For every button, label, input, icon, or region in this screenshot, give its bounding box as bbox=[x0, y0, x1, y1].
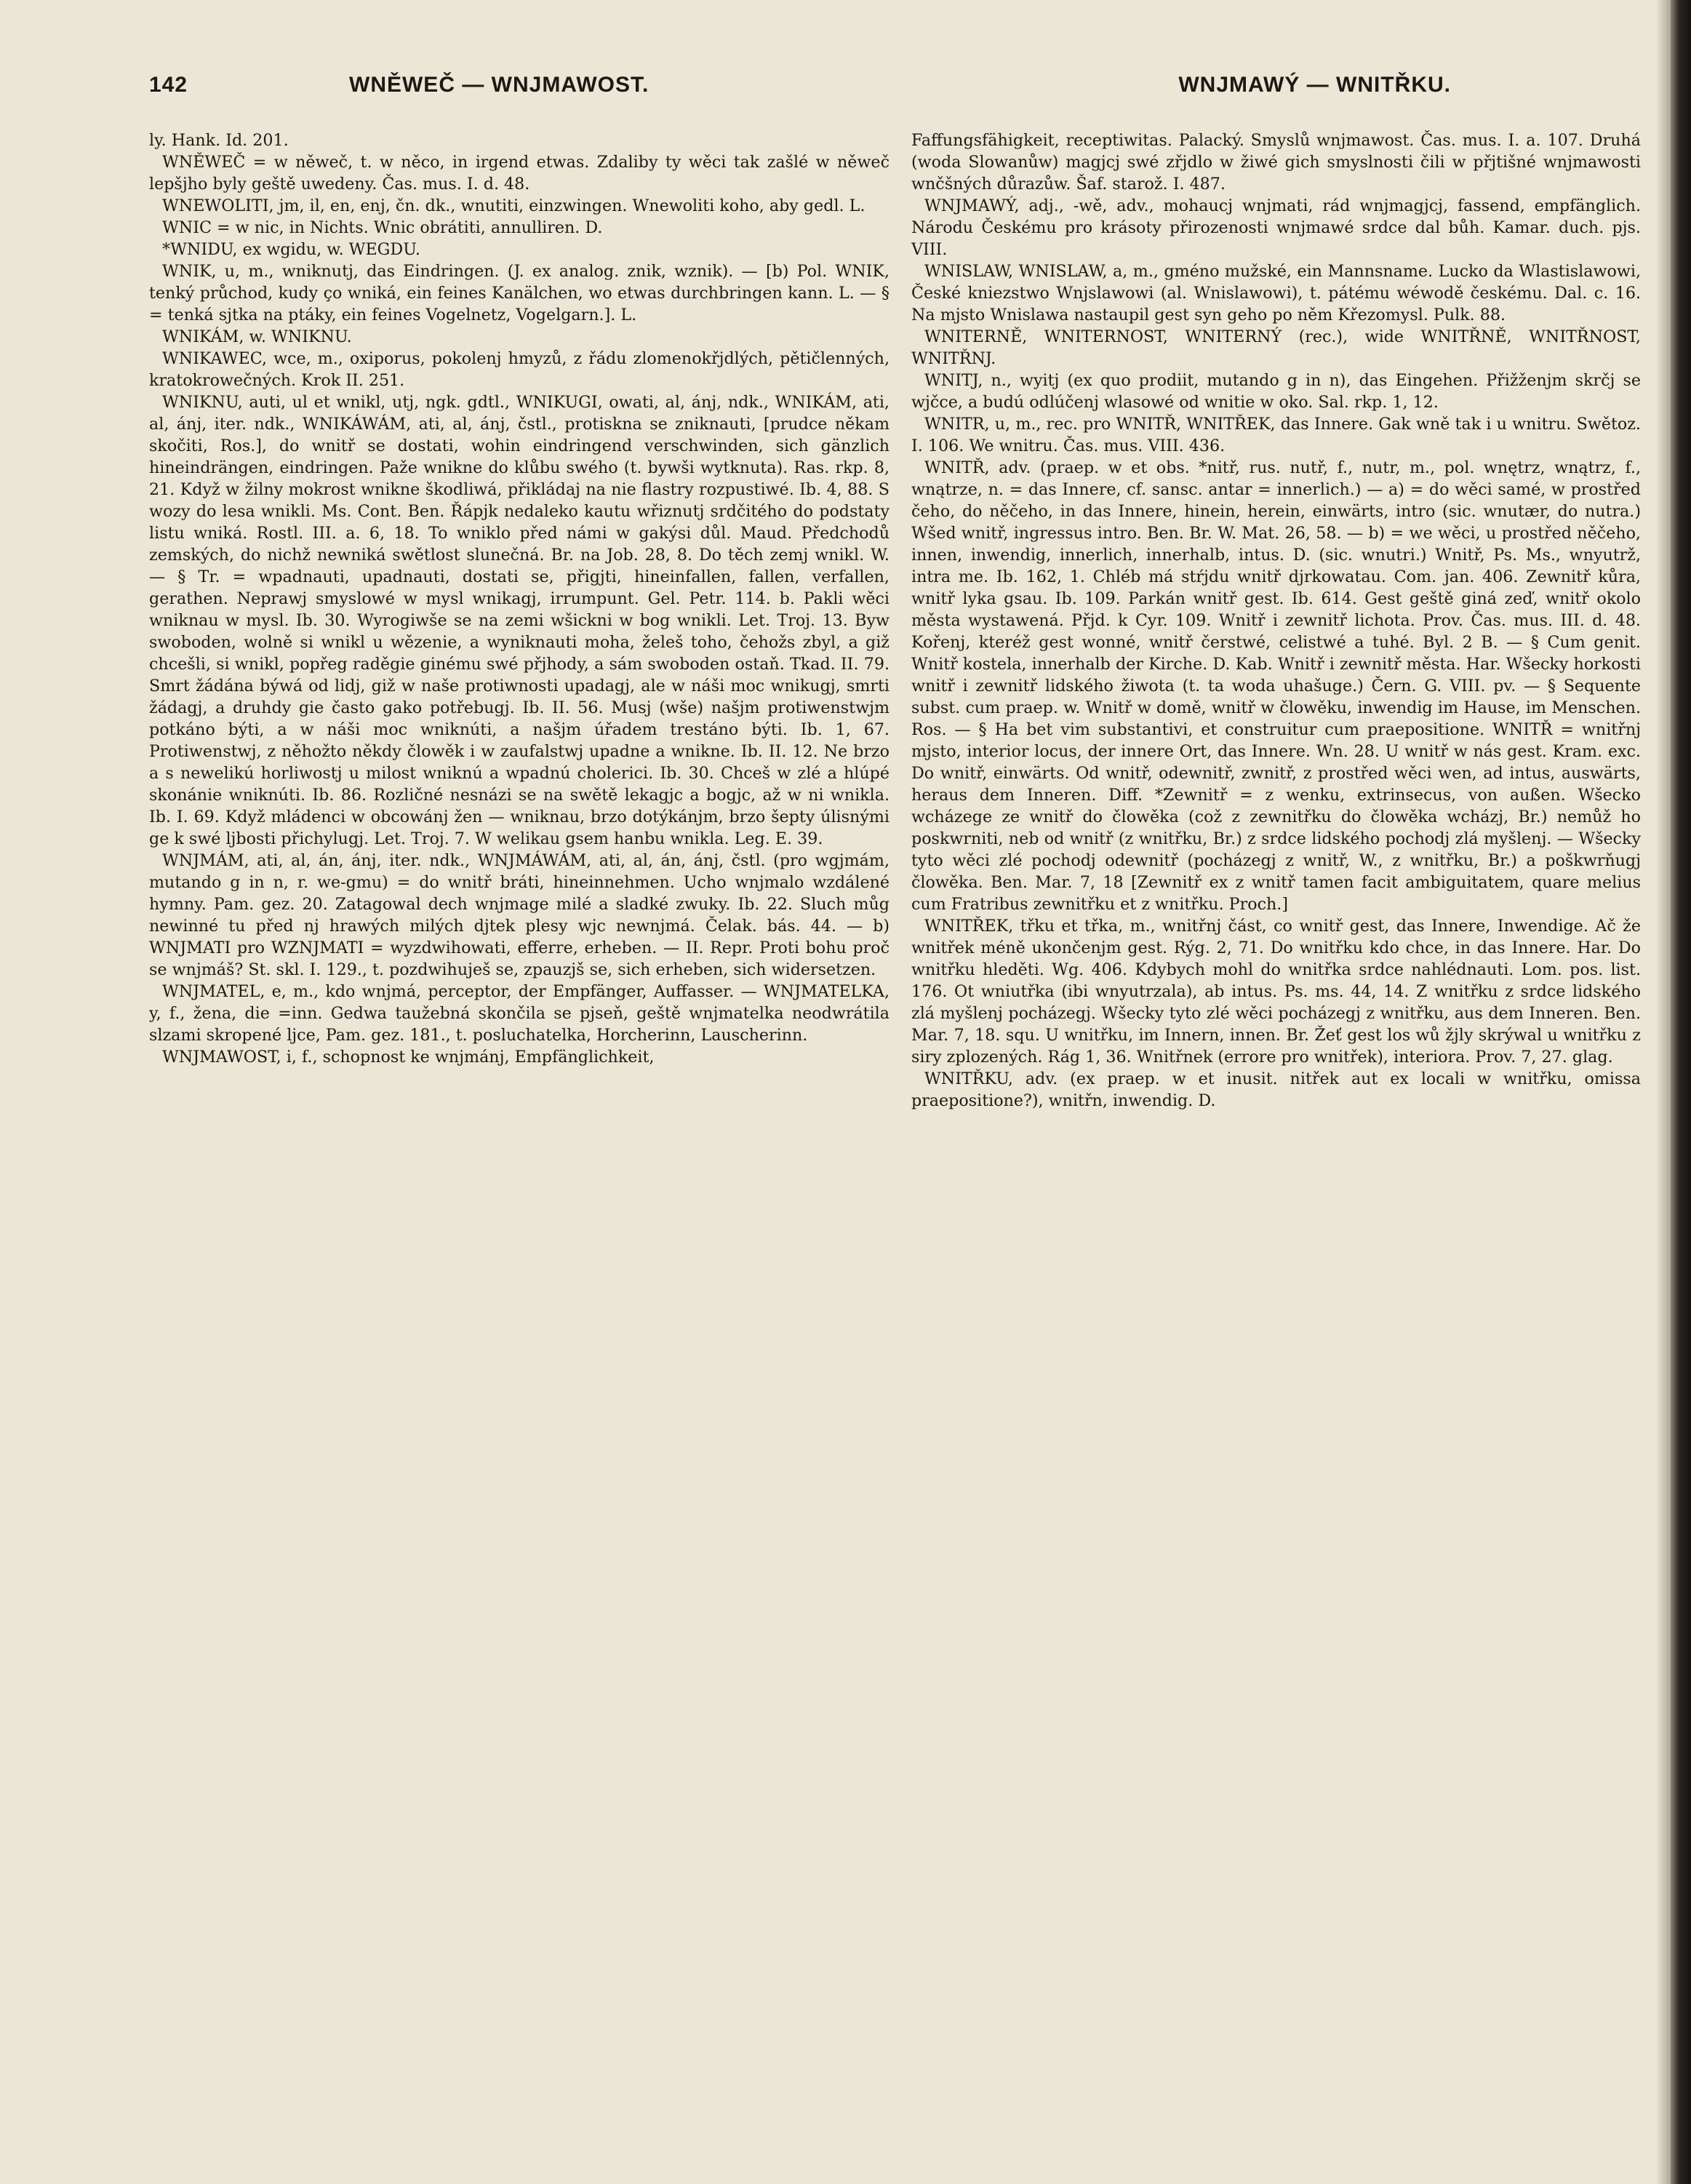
dictionary-entry: Faffungsfähigkeit, receptiwitas. Palacký. Smyslů wnjmawost. Čas. mus. I. a. 107. Druhá (woda Slowanůw) magjcj swé zřjdlo w žiwé gich smyslnosti čili w přjtišné wnjmawosti wnčšných důrazůw. Šaf. starož. I. 487. bbox=[911, 131, 1641, 194]
dictionary-entry: *WNIDU, ex wgidu, w. WEGDU. bbox=[162, 240, 420, 259]
dictionary-entry: WNITJ, n., wyitj (ex quo prodiit, mutando g in n), das Eingehen. Přižženjm skrčj se wjčce, a budú odlúčenj wlasowé od wnitie w oko. Sal. rkp. 1, 12. bbox=[911, 371, 1641, 412]
running-head-right: WNJMAWÝ — WNITŘKU. bbox=[1178, 73, 1451, 97]
dictionary-entry: WNJMAWOST, i, f., schopnost ke wnjmánj, Empfänglichkeit, bbox=[162, 1048, 655, 1067]
dictionary-entry: WNIKNU, auti, ul et wnikl, utj, ngk. gdtl., WNIKUGI, owati, al, ánj, ndk., WNIKÁM, ati, al, ánj, iter. ndk., WNIKÁWÁM, ati, al, ánj, čstl., protiskna se zniknauti, [prudce někam skočiti, Ros.], do wnitř se dostati, wohin eindringend verschwinden, sich gänzlich hineindrängen, eindringen. Paže wnikne do klůbu swého (t. bywši wytknuta). Ras. rkp. 8, 21. Když w žilny mokrost wnikne škodliwá, přikládaj na nie flastry rozpustiwé. Ib. 4, 88. S wozy do lesa wnikli. Ms. Cont. Ben. Řápjk nedaleko kautu wřiznutj srdčitého do podstaty listu wniká. Rostl. III. a. 6, 18. To wniklo před námi w gakýsi důl. Maud. Předchodů zemských, do nichž newniká swětlost slunečná. Br. na Job. 28, 8. Do těch zemj wnikl. W. — § Tr. = wpadnauti, upadnauti, dostati se, přigjti, hineinfallen, fallen, verfallen, gerathen. Neprawj smyslowé w mysl wnikagj, irrumpunt. Gel. Petr. 114. b. Pakli wěci wniknau w mysl. Ib. 30. Wyrogiwše se na zemi wšickni w bog wnikli. Let. Troj. 13. Byw swoboden, wolně si wnikl u wězenie, a wyniknauti moha, želeš toho, čehožs zbyl, a giž chcešli, si wnikl, popřeg raděgie ginému swé přjhody, a sám swoboden ostaň. Tkad. II. 79. Smrt žádána býwá od lidj, giž w naše protiwnosti upadagj, ale w náši moc wnikugj, smrti žádagj, a druhdy gie často gako potřebugj. Ib. II. 56. Musj (wše) našjm protiwenstwjm potkáno býti, a w náši moc wniknúti, a našjm úřadem trestáno býti. Ib. 1, 67. Protiwenstwj, z něhožto někdy člowěk i w zaufalstwj upadne a wnikne. Ib. II. 12. Ne brzo a s newelikú horliwostj u milost wniknú a wpadnú cholerici. Ib. 30. Chceš w zlé a hlúpé skonánie wniknúti. Ib. 86. Rozličné nesnázi se na swětě lekagjc a bogjc, až w ni wnikla. Ib. I. 69. Když mládenci w obcowánj žen — wniknau, brzo dotýkánjm, brzo šepty úlisnými ge k swé ljbosti přichylugj. Let. Troj. 7. W welikau gsem hanbu wnikla. Leg. E. 39. bbox=[149, 393, 890, 848]
dictionary-entry: WNIC = w nic, in Nichts. Wnic obrátiti, annulliren. D. bbox=[162, 218, 603, 237]
dictionary-entry: WNIKAWEC, wce, m., oxiporus, pokolenj hmyzů, z řádu zlomenokřjdlých, pětičlenných, kratokrowečných. Krok II. 251. bbox=[149, 349, 890, 390]
right-column bbox=[911, 129, 1641, 2123]
dictionary-entry: WNJMAWÝ, adj., -wě, adv., mohaucj wnjmati, rád wnjmagjcj, fassend, empfänglich. Národu Českému pro krásoty přirozenosti wnjmawé srdce dal bůh. Kamar. duch. pjs. VIII. bbox=[911, 196, 1641, 259]
book-spine-shadow bbox=[1671, 0, 1691, 2184]
dictionary-entry: WNJMATEL, e, m., kdo wnjmá, perceptor, der Empfänger, Auffasser. — WNJMATELKA, y, f., žena, die =inn. Gedwa taužebná skončila se pjseň, geště wnjmatelka neodwrátila slzami skropené ljce, Pam. gez. 181., t. posluchatelka, Horcherinn, Lauscherinn. bbox=[149, 982, 890, 1045]
dictionary-entry: ly. Hank. Id. 201. bbox=[149, 131, 289, 150]
dictionary-entry: WNITŘ, adv. (praep. w et obs. *nitř, rus. nutř, f., nutr, m., pol. wnętrz, wnątrz, f., wnątrze, n. = das Innere, cf. sansc. antar = innerlich.) — a) = do wěci samé, w prostřed čeho, do něčeho, in das Innere, hinein, herein, einwärts, intro (sic. wnutær, do nutra.) Wšed wnitř, ingressus intro. Ben. Br. W. Mat. 26, 58. — b) = we wěci, u prostřed něčeho, innen, inwendig, innerlich, innerhalb, intus. D. (sic. wnutri.) Wnitř, Ps. Ms., wnyutrž, intra me. Ib. 162, 1. Chléb má stŕjdu wnitř djrkowatau. Com. jan. 406. Zewnitř kůra, wnitř lyka gsau. Ib. 109. Parkán wnitř gest. Ib. 614. Gest geště giná zeď, wnitř okolo města wystawená. Přjd. k Cyr. 109. Wnitř i zewnitř lichota. Prov. Čas. mus. III. d. 48. Kořenj, kteréž gest wonné, wnitř čerstwé, celistwé a tuhé. Byl. 2 B. — § Cum genit. Wnitř kostela, innerhalb der Kirche. D. Kab. Wnitř i zewnitř města. Har. Wšecky horkosti wnitř i zewnitř lidského žiwota (t. ta woda uhašuge.) Čern. G. VIII. pv. — § Sequente subst. cum praep. w. Wnitř w domě, wnitř w člowěku, inwendig im Hause, im Menschen. Ros. — § Ha bet vim substantivi, et construitur cum praepositione. WNITŘ = wnitřnj mjsto, interior locus, der innere Ort, das Innere. Wn. 28. U wnitř w nás gest. Kram. exc. Do wnitř, einwärts. Od wnitř, odewnitř, zwnitř, z prostřed wěci wen, ad intus, auswärts, heraus dem Inneren. Diff. *Zewnitř = z wenku, extrinsecus, von außen. Wšecko wcházege ze wnitř do člowěka (což z zewnitřku do člowěka wcházj, Br.) nemůž ho poskwrniti, neb od wnitř (z wnitřku, Br.) z srdce lidského pochodj zlá myšlenj. — Wšecky tyto wěci zlé pochodj odewnitř (pocházegj z wnitř, W., z wnitřku, Br.) a poškwrňugj člowěka. Ben. Mar. 7, 18 [Zewnitř ex z wnitř tamen facit ambiguitatem, quare melius cum Fratribus zewnitřku et z wnitřku. Proch.] bbox=[911, 458, 1641, 914]
page-header bbox=[149, 73, 1451, 109]
dictionary-entry: WNITR, u, m., rec. pro WNITŘ, WNITŘEK, das Innere. Gak wně tak i u wnitru. Swětoz. I. 106. We wnitru. Čas. mus. VIII. 436. bbox=[911, 415, 1641, 455]
page-gutter-shade bbox=[1656, 0, 1671, 2184]
dictionary-entry: WNĚWEČ = w něweč, t. w něco, in irgend etwas. Zdaliby ty wěci tak zašlé w něweč lepšjho byly geště uwedeny. Čas. mus. I. d. 48. bbox=[149, 153, 890, 194]
left-column bbox=[149, 129, 890, 2123]
dictionary-entry: WNJMÁM, ati, al, án, ánj, iter. ndk., WNJMÁWÁM, ati, al, án, ánj, čstl. (pro wgjmám, mutando g in n, r. we-gmu) = do wnitř bráti, hineinnehmen. Ucho wnjmalo wzdálené hymny. Pam. gez. 20. Zatagowal dech wnjmage milé a sladké zwuky. Ib. 22. Sluch můg newinné tu před nj hrawých milých djtek plesy wjc newnjmá. Čelak. bás. 44. — b) WNJMATI pro WZNJMATI = wyzdwihowati, efferre, erheben. — II. Repr. Proti bohu proč se wnjmáš? St. skl. I. 129., t. pozdwihuješ se, zpauzjš se, sich erheben, sich widersetzen. bbox=[149, 851, 890, 979]
running-head-left: WNĚWEČ — WNJMAWOST. bbox=[349, 73, 649, 97]
dictionary-entry: WNIKÁM, w. WNIKNU. bbox=[162, 327, 352, 346]
dictionary-entry: WNITŘKU, adv. (ex praep. w et inusit. nitřek aut ex locali w wnitřku, omissa praepositione?), wnitřn, inwendig. D. bbox=[911, 1069, 1641, 1110]
dictionary-entry: WNIK, u, m., wniknutj, das Eindringen. (J. ex analog. znik, wznik). — [b) Pol. WNIK, tenký průchod, kudy ço wniká, ein feines Kanälchen, wo etwas durchbringen kann. L. — § = tenká sjtka na ptáky, ein feines Vogelnetz, Vogelgarn.]. L. bbox=[149, 262, 890, 324]
dictionary-entry: WNISLAW, WNISLAW, a, m., gméno mužské, ein Mannsname. Lucko da Wlastislawowi, České kniezstwo Wnjslawowi (al. Wnislawowi), t. pátému wéwodě českému. Dal. c. 16. Na mjsto Wnislawa nastaupil gest syn geho po něm Křezomysl. Pulk. 88. bbox=[911, 262, 1641, 324]
dictionary-entry: WNITŘEK, třku et třka, m., wnitřnj část, co wnitř gest, das Innere, Inwendige. Ač že wnitřek méně ukončenjm gest. Rýg. 2, 71. Do wnitřku kdo chce, in das Innere. Har. Do wnitřku hleděti. Wg. 406. Kdybych mohl do wnitřka srdce nahlédnauti. Lom. pos. list. 176. Ot wniutřka (ibi wnyutrzala), ab intus. Ps. ms. 44, 14. Z wnitřku z srdce lidského zlá myšlenj pocházegj. Wšecky tyto zlé wěci pocházegj z wnitřku, aus dem Inneren. Ben. Mar. 7, 18. squ. U wnitřku, im Innern, innen. Br. Žeť gest los wů žjly skrýwal u wnitřku z siry zplozených. Rág 1, 36. Wnitřnek (errore pro wnitřek), interiora. Prov. 7, 27. glag. bbox=[911, 917, 1641, 1067]
dictionary-entry: WNITERNĚ, WNITERNOST, WNITERNÝ (rec.), wide WNITŘNĚ, WNITŘNOST, WNITŘNJ. bbox=[911, 327, 1641, 368]
dictionary-entry: WNEWOLITI, jm, il, en, enj, čn. dk., wnutiti, einzwingen. Wnewoliti koho, aby gedl. L. bbox=[162, 196, 866, 215]
page-number: 142 bbox=[149, 73, 188, 97]
